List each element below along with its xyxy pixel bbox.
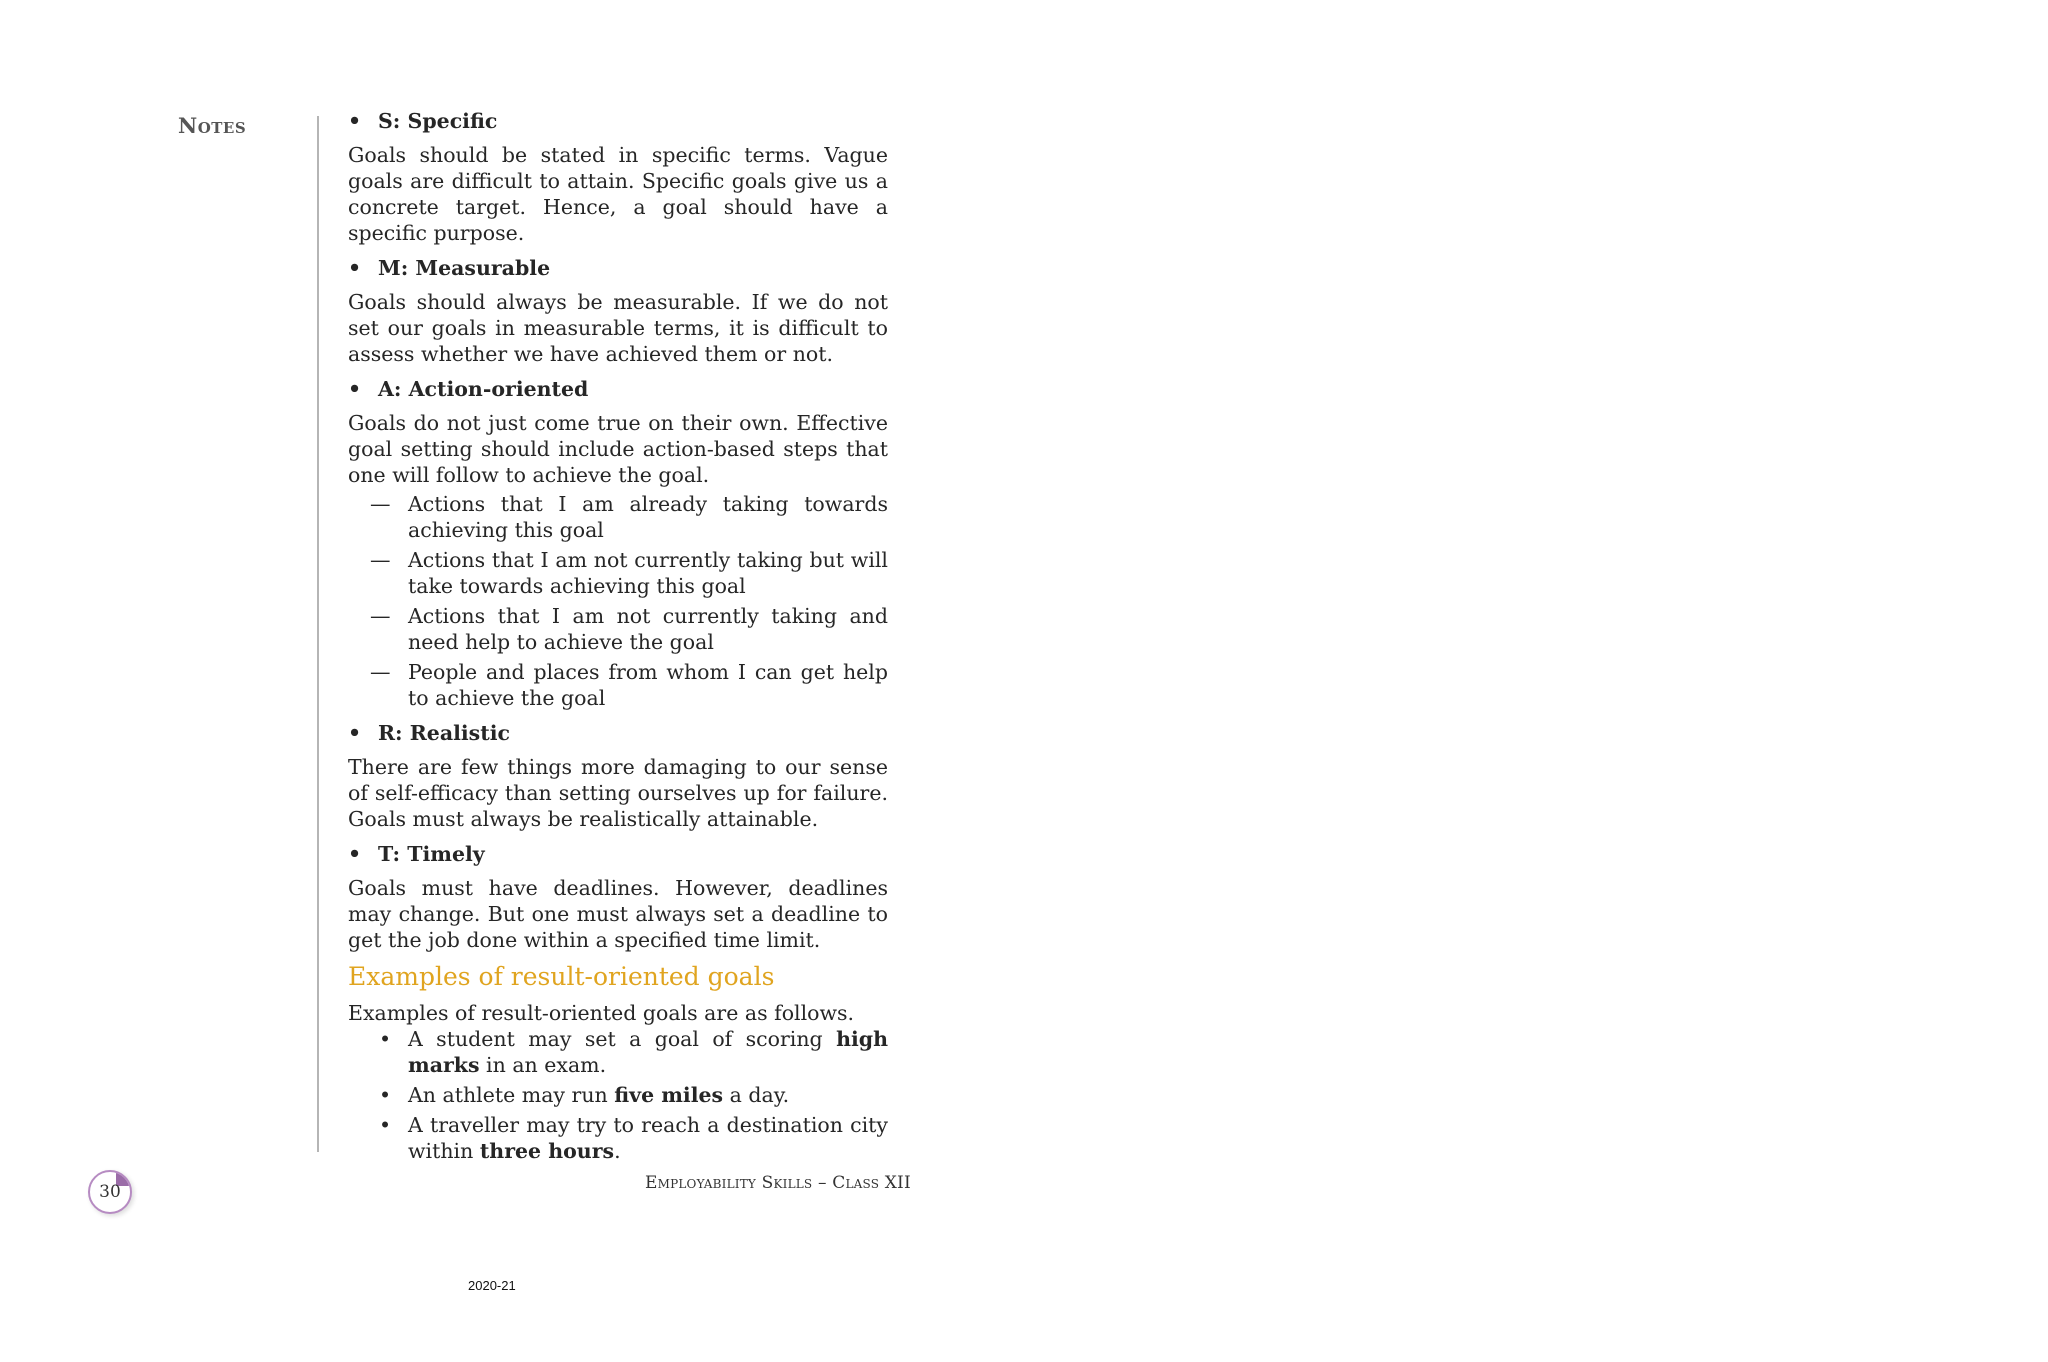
list-item-text: An athlete may run xyxy=(408,1083,615,1107)
bullet: • xyxy=(348,721,362,745)
dash: — xyxy=(370,492,391,516)
realistic-paragraph: There are few things more damaging to our sense of self-efficacy than setting ourselves up for failure. Goals must always be realistically attainable. xyxy=(348,755,888,831)
bullet: • xyxy=(379,1027,392,1051)
smart-heading-action-oriented xyxy=(348,376,888,402)
smart-heading-measurable xyxy=(348,255,888,281)
bullet: • xyxy=(348,377,362,401)
heading-text: M: Measurable xyxy=(378,256,551,280)
page-number: 30 xyxy=(99,1182,121,1202)
bold-text: three hours xyxy=(479,1139,615,1163)
book-title-footer: Employability Skills – Class XII xyxy=(645,1173,911,1193)
smart-heading-realistic xyxy=(348,720,888,746)
bold-text: five miles xyxy=(614,1083,724,1107)
notes-label: Notes xyxy=(178,113,247,138)
bullet: • xyxy=(379,1083,392,1107)
bullet: • xyxy=(348,842,362,866)
list-item-text: Actions that I am already taking towards achieving this goal xyxy=(408,492,888,542)
bullet: • xyxy=(379,1113,392,1137)
bullet: • xyxy=(348,256,362,280)
page-number-badge xyxy=(88,1170,132,1214)
specific-paragraph: Goals should be stated in specific terms. Vague goals are difficult to attain. Specific goals give us a concrete target. Hence, a goal should have a specific purpose. xyxy=(348,143,888,245)
action-oriented-paragraph: Goals do not just come true on their own. Effective goal setting should include action-based steps that one will follow to achieve the goal. xyxy=(348,411,888,487)
dash: — xyxy=(370,548,391,572)
list-item xyxy=(348,547,888,599)
list-item xyxy=(348,1112,888,1164)
dash: — xyxy=(370,660,391,684)
list-item-text: a day. xyxy=(723,1083,790,1107)
list-item xyxy=(348,659,888,711)
measurable-paragraph: Goals should always be measurable. If we do not set our goals in measurable terms, it is difficult to assess whether we have achieved them or not. xyxy=(348,290,888,366)
list-item-text: People and places from whom I can get help to achieve the goal xyxy=(408,660,888,710)
list-item-text: A student may set a goal of scoring xyxy=(408,1027,837,1051)
bold-text: high marks xyxy=(408,1027,888,1077)
smart-heading-specific xyxy=(348,108,888,134)
list-item-text: Actions that I am not currently taking but will take towards achieving this goal xyxy=(408,548,888,598)
examples-list xyxy=(348,1026,888,1164)
heading-text: S: Specific xyxy=(378,109,498,133)
list-item-text: . xyxy=(614,1139,621,1163)
smart-heading-timely xyxy=(348,841,888,867)
main-content xyxy=(348,108,888,1168)
section-heading: Examples of result-oriented goals xyxy=(348,962,775,991)
heading-text: T: Timely xyxy=(378,842,485,866)
list-item-text: A traveller may try to reach a destination city within xyxy=(408,1113,888,1163)
timely-paragraph: Goals must have deadlines. However, deadlines may change. But one must always set a deadline to get the job done within a specified time limit. xyxy=(348,876,888,952)
heading-text: A: Action-oriented xyxy=(378,377,589,401)
list-item xyxy=(348,603,888,655)
list-item xyxy=(348,1082,888,1108)
list-item-text: Actions that I am not currently taking and need help to achieve the goal xyxy=(408,604,888,654)
margin-rule xyxy=(317,116,319,1152)
dash: — xyxy=(370,604,391,628)
list-item xyxy=(348,1026,888,1078)
action-list xyxy=(348,491,888,711)
year-label: 2020-21 xyxy=(468,1278,516,1293)
list-item xyxy=(348,491,888,543)
heading-text: R: Realistic xyxy=(378,721,510,745)
list-item-text: in an exam. xyxy=(479,1053,607,1077)
examples-intro: Examples of result-oriented goals are as follows. xyxy=(348,1001,855,1025)
bullet: • xyxy=(348,109,362,133)
